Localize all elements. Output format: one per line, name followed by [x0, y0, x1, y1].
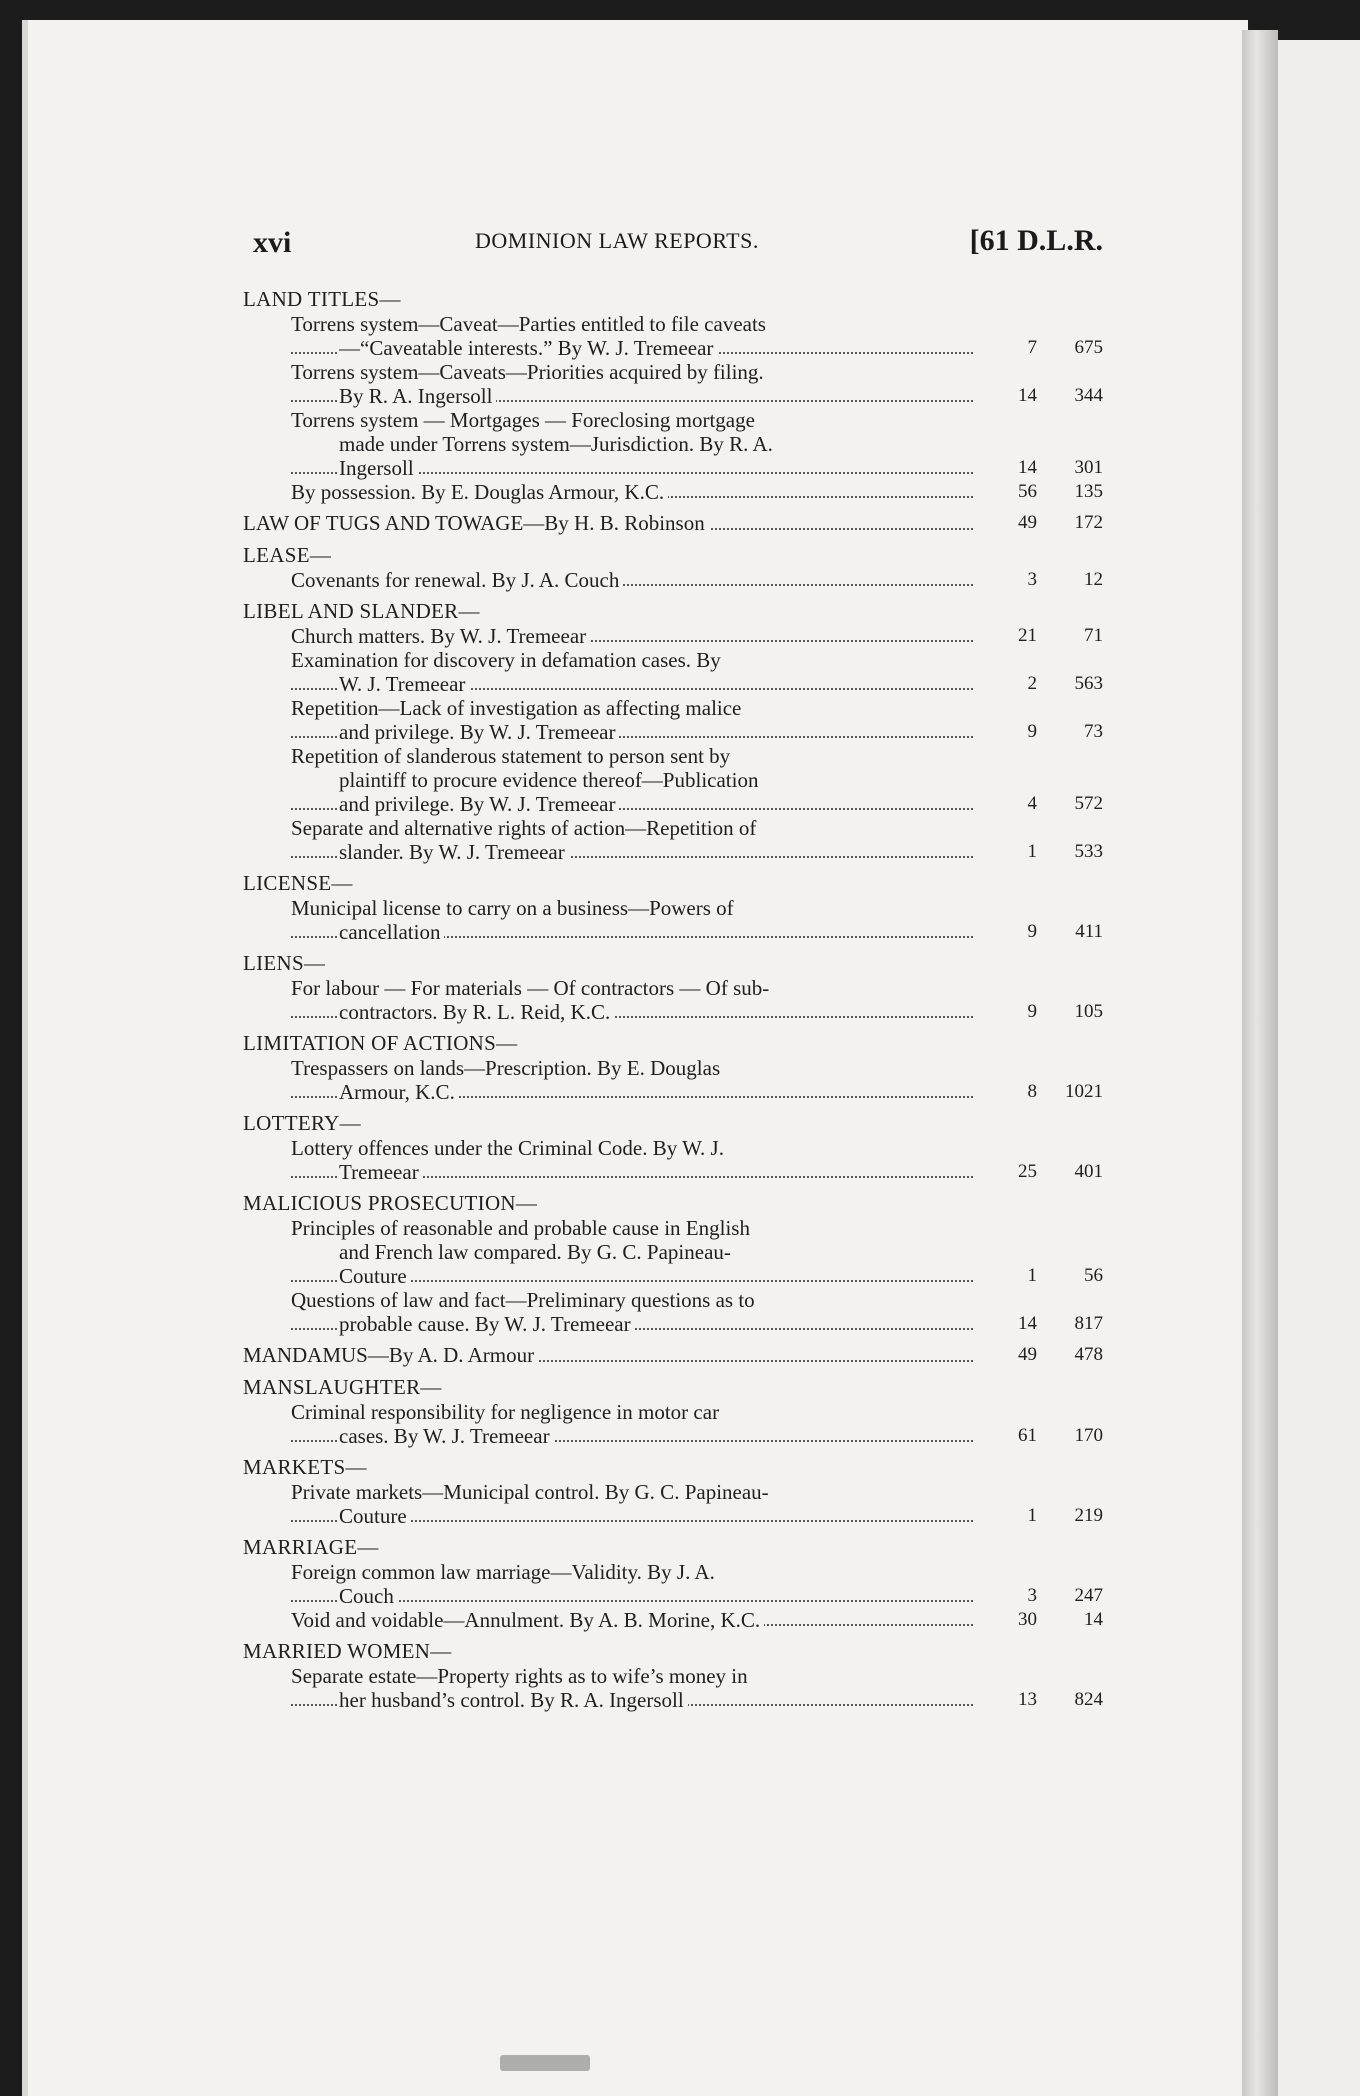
section-heading: LIENS—	[243, 951, 326, 975]
entry-text: Tremeear	[339, 1160, 423, 1184]
volume-number: 14	[1018, 385, 1037, 406]
volume-number: 3	[1027, 569, 1037, 590]
index-entry	[243, 896, 1103, 944]
index-entry	[243, 1560, 1103, 1608]
entry-line	[291, 1312, 973, 1336]
section-heading: MARKETS—	[243, 1455, 367, 1479]
page-reference: 563	[1074, 673, 1103, 694]
index-entry	[243, 1480, 1103, 1528]
volume-number: 49	[1018, 512, 1037, 533]
entry-text: MANDAMUS—By A. D. Armour	[243, 1343, 538, 1367]
entry-text: By possession. By E. Douglas Armour, K.C.	[291, 480, 668, 504]
volume-number: 8	[1027, 1081, 1037, 1102]
entry-line	[291, 672, 973, 696]
section-heading: MARRIED WOMEN—	[243, 1639, 452, 1663]
entry-line	[291, 408, 973, 432]
entry-text: Repetition of slanderous statement to person sent by	[291, 744, 734, 768]
entry-text: and privilege. By W. J. Tremeear	[339, 792, 619, 816]
volume-number: 14	[1018, 1313, 1037, 1334]
entry-text: Covenants for renewal. By J. A. Couch	[291, 568, 623, 592]
volume-number: 9	[1027, 1001, 1037, 1022]
index-entry	[243, 976, 1103, 1024]
page-number: xvi	[253, 226, 292, 259]
entry-line	[243, 510, 973, 536]
section-heading: LAND TITLES—	[243, 287, 401, 311]
entry-line	[291, 1584, 973, 1608]
volume-reference: [61 D.L.R.	[969, 224, 1103, 257]
page-reference: 1021	[1065, 1081, 1103, 1102]
page-reference: 572	[1074, 793, 1103, 814]
section-heading: LOTTERY—	[243, 1111, 361, 1135]
entry-text: Torrens system—Caveat—Parties entitled to file caveats	[291, 312, 770, 336]
volume-number: 9	[1027, 921, 1037, 942]
entry-text: By R. A. Ingersoll	[339, 384, 496, 408]
index-entry	[243, 1288, 1103, 1336]
entry-line	[291, 1480, 973, 1504]
page-reference: 105	[1074, 1001, 1103, 1022]
entry-line	[291, 336, 973, 360]
volume-number: 2	[1027, 673, 1037, 694]
entry-line	[291, 1000, 973, 1024]
entry-line	[291, 1608, 973, 1632]
entry-text: made under Torrens system—Jurisdiction. By R. A.	[339, 432, 777, 456]
volume-number: 9	[1027, 721, 1037, 742]
volume-number: 1	[1027, 1265, 1037, 1286]
entry-text: Repetition—Lack of investigation as affecting malice	[291, 696, 745, 720]
volume-number: 7	[1027, 337, 1037, 358]
section-heading: LICENSE—	[243, 871, 353, 895]
volume-number: 3	[1027, 1585, 1037, 1606]
entry-text: Criminal responsibility for negligence in motor car	[291, 1400, 723, 1424]
entry-text: Private markets—Municipal control. By G. C. Papineau-	[291, 1480, 773, 1504]
entry-text: Torrens system — Mortgages — Foreclosing mortgage	[291, 408, 759, 432]
page-reference: 533	[1074, 841, 1103, 862]
section-heading: LIBEL AND SLANDER—	[243, 599, 480, 623]
volume-number: 4	[1027, 793, 1037, 814]
entry-text: Principles of reasonable and probable cause in English	[291, 1216, 754, 1240]
entry-line	[291, 696, 973, 720]
volume-number: 56	[1018, 481, 1037, 502]
index-entry	[243, 1664, 1103, 1712]
entry-text: For labour — For materials — Of contractors — Of sub-	[291, 976, 773, 1000]
index-entry	[243, 648, 1103, 696]
entry-text: Church matters. By W. J. Tremeear	[291, 624, 590, 648]
entry-line	[291, 1136, 973, 1160]
page-reference: 219	[1074, 1505, 1103, 1526]
page-reference: 817	[1074, 1313, 1103, 1334]
section-heading: LEASE—	[243, 543, 332, 567]
entry-line	[291, 976, 973, 1000]
entry-line	[291, 360, 973, 384]
entry-line	[291, 1264, 973, 1288]
entry-text: slander. By W. J. Tremeear	[339, 840, 569, 864]
entry-line	[291, 720, 973, 744]
volume-number: 30	[1018, 1609, 1037, 1630]
entry-line	[291, 312, 973, 336]
page-reference: 675	[1074, 337, 1103, 358]
lead-index-entry	[243, 1342, 1103, 1368]
volume-number: 25	[1018, 1161, 1037, 1182]
entry-text: her husband’s control. By R. A. Ingersoll	[339, 1688, 688, 1712]
page-reference: 71	[1084, 625, 1103, 646]
section-heading: MANSLAUGHTER—	[243, 1375, 442, 1399]
index-entry	[243, 1608, 1103, 1632]
index-entry	[243, 360, 1103, 408]
page-reference: 344	[1074, 385, 1103, 406]
volume-number: 49	[1018, 1344, 1037, 1365]
entry-line	[291, 1240, 973, 1264]
index-entry	[243, 744, 1103, 816]
page-reference: 824	[1074, 1689, 1103, 1710]
entry-text: Torrens system—Caveats—Priorities acquired by filing.	[291, 360, 768, 384]
index-entry	[243, 1136, 1103, 1184]
index-entry	[243, 1400, 1103, 1448]
index-entry	[243, 816, 1103, 864]
entry-line	[291, 624, 973, 648]
entry-text: Separate estate—Property rights as to wife’s money in	[291, 1664, 752, 1688]
page-reference: 135	[1074, 481, 1103, 502]
entry-line	[291, 456, 973, 480]
entry-line	[291, 568, 973, 592]
entry-text: Void and voidable—Annulment. By A. B. Morine, K.C.	[291, 1608, 764, 1632]
page-reference: 73	[1084, 721, 1103, 742]
entry-line	[291, 1664, 973, 1688]
volume-number: 61	[1018, 1425, 1037, 1446]
page-edge	[1242, 30, 1278, 2096]
page-reference: 478	[1074, 1344, 1103, 1365]
lead-index-entry	[243, 510, 1103, 536]
index-listing	[243, 286, 1103, 1712]
entry-text: Questions of law and fact—Preliminary questions as to	[291, 1288, 759, 1312]
entry-line	[291, 792, 973, 816]
page-reference: 12	[1084, 569, 1103, 590]
page-reference: 14	[1084, 1609, 1103, 1630]
entry-line	[291, 816, 973, 840]
entry-text: Couch	[339, 1584, 398, 1608]
entry-text: Separate and alternative rights of action—Repetition of	[291, 816, 760, 840]
entry-line	[291, 648, 973, 672]
entry-text: plaintiff to procure evidence thereof—Publication	[339, 768, 762, 792]
page-reference: 56	[1084, 1265, 1103, 1286]
entry-text: Couture	[339, 1264, 411, 1288]
entry-text: probable cause. By W. J. Tremeear	[339, 1312, 635, 1336]
entry-text: LAW OF TUGS AND TOWAGE—By H. B. Robinson	[243, 511, 709, 535]
publication-title: DOMINION LAW REPORTS.	[475, 228, 759, 253]
index-entry	[243, 312, 1103, 360]
index-entry	[243, 624, 1103, 648]
index-entry	[243, 696, 1103, 744]
entry-line	[291, 1688, 973, 1712]
index-entry	[243, 480, 1103, 504]
entry-text: Trespassers on lands—Prescription. By E. Douglas	[291, 1056, 724, 1080]
volume-number: 14	[1018, 457, 1037, 478]
section-heading: LIMITATION OF ACTIONS—	[243, 1031, 518, 1055]
entry-line	[291, 896, 973, 920]
section-heading: MARRIAGE—	[243, 1535, 379, 1559]
entry-line	[291, 768, 973, 792]
page-reference: 411	[1075, 921, 1103, 942]
volume-number: 21	[1018, 625, 1037, 646]
volume-number: 13	[1018, 1689, 1037, 1710]
entry-text: Examination for discovery in defamation cases. By	[291, 648, 725, 672]
entry-text: Armour, K.C.	[339, 1080, 459, 1104]
entry-line	[291, 840, 973, 864]
index-entry	[243, 1216, 1103, 1288]
entry-line	[291, 744, 973, 768]
entry-text: Ingersoll	[339, 456, 418, 480]
adjacent-page-edge	[1278, 40, 1360, 2096]
entry-line	[291, 1400, 973, 1424]
entry-text: Couture	[339, 1504, 411, 1528]
page-reference: 170	[1074, 1425, 1103, 1446]
entry-line	[291, 432, 973, 456]
page-reference: 301	[1074, 457, 1103, 478]
volume-number: 1	[1027, 1505, 1037, 1526]
entry-text: W. J. Tremeear	[339, 672, 469, 696]
index-entry	[243, 1056, 1103, 1104]
entry-line	[243, 1342, 973, 1368]
entry-text: Foreign common law marriage—Validity. By J. A.	[291, 1560, 719, 1584]
entry-text: and French law compared. By G. C. Papineau-	[339, 1240, 735, 1264]
entry-line	[291, 920, 973, 944]
entry-text: Lottery offences under the Criminal Code. By W. J.	[291, 1136, 728, 1160]
entry-line	[291, 1424, 973, 1448]
running-header	[253, 222, 1103, 272]
entry-text: cancellation	[339, 920, 444, 944]
page-reference: 172	[1074, 512, 1103, 533]
index-entry	[243, 408, 1103, 480]
entry-text: and privilege. By W. J. Tremeear	[339, 720, 619, 744]
entry-line	[291, 1056, 973, 1080]
index-entry	[243, 568, 1103, 592]
entry-line	[291, 1216, 973, 1240]
volume-number: 1	[1027, 841, 1037, 862]
entry-line	[291, 480, 973, 504]
page-reference: 247	[1074, 1585, 1103, 1606]
entry-line	[291, 1160, 973, 1184]
page-reference: 401	[1074, 1161, 1103, 1182]
section-heading: MALICIOUS PROSECUTION—	[243, 1191, 538, 1215]
scan-artifact	[500, 2055, 590, 2071]
entry-line	[291, 1504, 973, 1528]
entry-line	[291, 384, 973, 408]
entry-line	[291, 1080, 973, 1104]
entry-text: contractors. By R. L. Reid, K.C.	[339, 1000, 614, 1024]
entry-text: —“Caveatable interests.” By W. J. Tremeear	[339, 336, 717, 360]
entry-text: cases. By W. J. Tremeear	[339, 1424, 554, 1448]
entry-text: Municipal license to carry on a business—Powers of	[291, 896, 738, 920]
entry-line	[291, 1560, 973, 1584]
entry-line	[291, 1288, 973, 1312]
